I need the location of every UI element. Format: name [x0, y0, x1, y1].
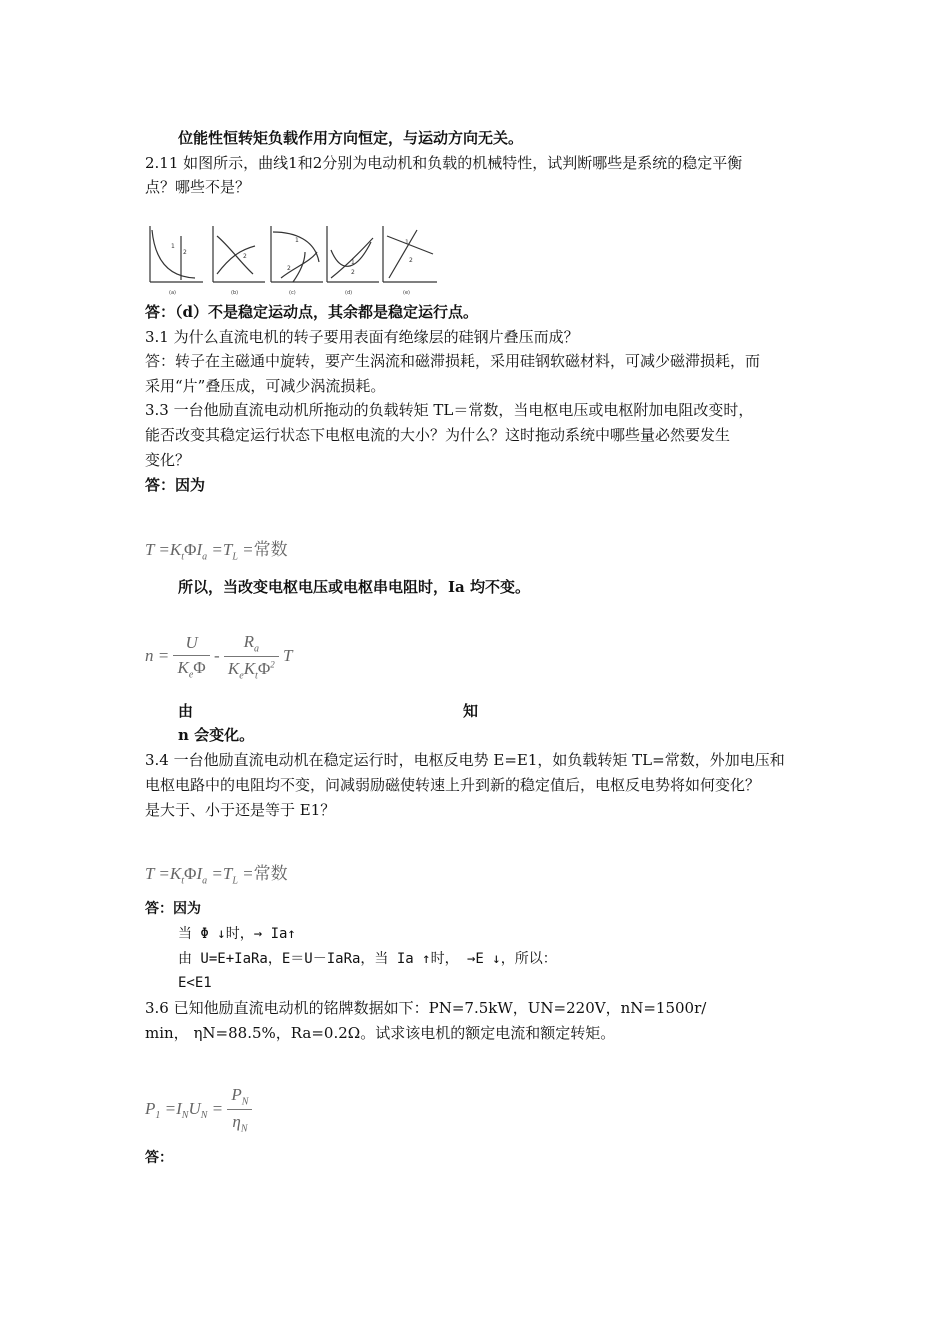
curve-label-2: 2	[183, 249, 187, 256]
svg-text:2: 2	[351, 269, 355, 276]
text-line: 位能性恒转矩负载作用方向恒定，与运动方向无关。	[178, 129, 524, 147]
svg-text:2: 2	[287, 265, 291, 272]
question-3-3: 3.3 一台他励直流电动机所拖动的负载转矩 TL＝常数，当电枢电压或电枢附加电阻改变时，	[145, 401, 754, 419]
question-2-11: 2.11 如图所示，曲线1和2分别为电动机和负载的机械特性，试判断哪些是系统的稳定平衡	[145, 154, 743, 172]
question-3-1: 3.1 为什么直流电机的转子要用表面有绝缘层的硅钢片叠压而成？	[145, 328, 579, 346]
question-2-11-cont: 点？哪些不是？	[145, 178, 251, 196]
mechanical-characteristics-figure	[145, 222, 440, 300]
formula-torque-2: $T =K_t\Phi I_a =T_L$ =常数	[145, 864, 288, 887]
panel-label-e: (e)	[403, 290, 410, 296]
panel-label-c: (c)	[289, 290, 296, 296]
svg-text:2: 2	[243, 253, 247, 260]
formula-torque: $T =K_t\Phi I_a =T_L$ =常数	[145, 540, 288, 563]
question-3-4: 3.4 一台他励直流电动机在稳定运行时，电枢反电势 E=E1，如负载转矩 TL=常数，外加电压和	[145, 751, 785, 769]
answer-3-3-label: 答：因为	[145, 476, 206, 494]
answer-3-4-line2: 由 U=E+IaRa，E＝U－IaRa，当 Ia ↑时， →E ↓，所以：	[178, 951, 557, 967]
question-3-4-cont: 电枢电路中的电阻均不变，问减弱励磁使转速上升到新的稳定值后，电枢反电势将如何变化？	[145, 776, 761, 794]
panel-label-b: (b)	[231, 290, 239, 296]
answer-3-4-line1: 当 Φ ↓时，→ Ia↑	[178, 926, 296, 942]
answer-3-3-you: 由	[178, 702, 194, 720]
panel-c	[271, 226, 323, 282]
svg-text:1: 1	[295, 237, 299, 244]
question-3-3-cont: 能否改变其稳定运行状态下电枢电流的大小？为什么？这时拖动系统中哪些量必然要发生	[145, 426, 731, 444]
answer-3-4-label: 答：因为	[145, 901, 201, 917]
question-3-6-cont: min， ηN=88.5%，Ra=0.2Ω。试求该电机的额定电流和额定转矩。	[145, 1024, 616, 1042]
panel-label-a: (a)	[169, 290, 176, 296]
svg-text:1: 1	[405, 239, 409, 246]
answer-3-1-cont: 采用“片”叠压成，可减少涡流损耗。	[145, 377, 386, 395]
question-3-6: 3.6 已知他励直流电动机的铭牌数据如下：PN=7.5kW，UN=220V，nN=1500r/	[145, 999, 707, 1017]
answer-2-11: 答：（d）不是稳定运动点，其余都是稳定运行点。	[145, 303, 478, 321]
panel-b	[213, 226, 265, 282]
figure-svg	[145, 222, 440, 300]
formula-power: $P_1 =I_NU_N$ = $\frac{P_N}{\eta_N}$	[145, 1085, 252, 1135]
curve-label-1: 1	[171, 243, 175, 250]
formula-speed: n = $\frac{U}{K_e\Phi}$ - $\frac{R_a}{K_eK_t\Phi^2}$ T	[145, 632, 293, 682]
answer-3-4-line3: E<E1	[178, 975, 212, 991]
svg-text:1: 1	[351, 259, 355, 266]
svg-text:2: 2	[409, 257, 413, 264]
question-3-3-end: 变化？	[145, 451, 191, 469]
panel-label-d: (d)	[345, 290, 353, 296]
question-3-4-end: 是大于、小于还是等于 E1？	[145, 801, 336, 819]
answer-3-1: 答：转子在主磁通中旋转，要产生涡流和磁滞损耗，采用硅钢软磁材料，可减少磁滞损耗，而	[145, 352, 761, 370]
answer-3-3-text: 所以，当改变电枢电压或电枢串电阻时，Ia 均不变。	[178, 578, 530, 596]
answer-3-3-zhi: 知	[463, 702, 479, 720]
answer-3-3-end: n 会变化。	[178, 726, 255, 744]
panel-a	[150, 226, 203, 282]
panel-e	[383, 226, 437, 282]
answer-3-6-label: 答：	[145, 1150, 173, 1166]
